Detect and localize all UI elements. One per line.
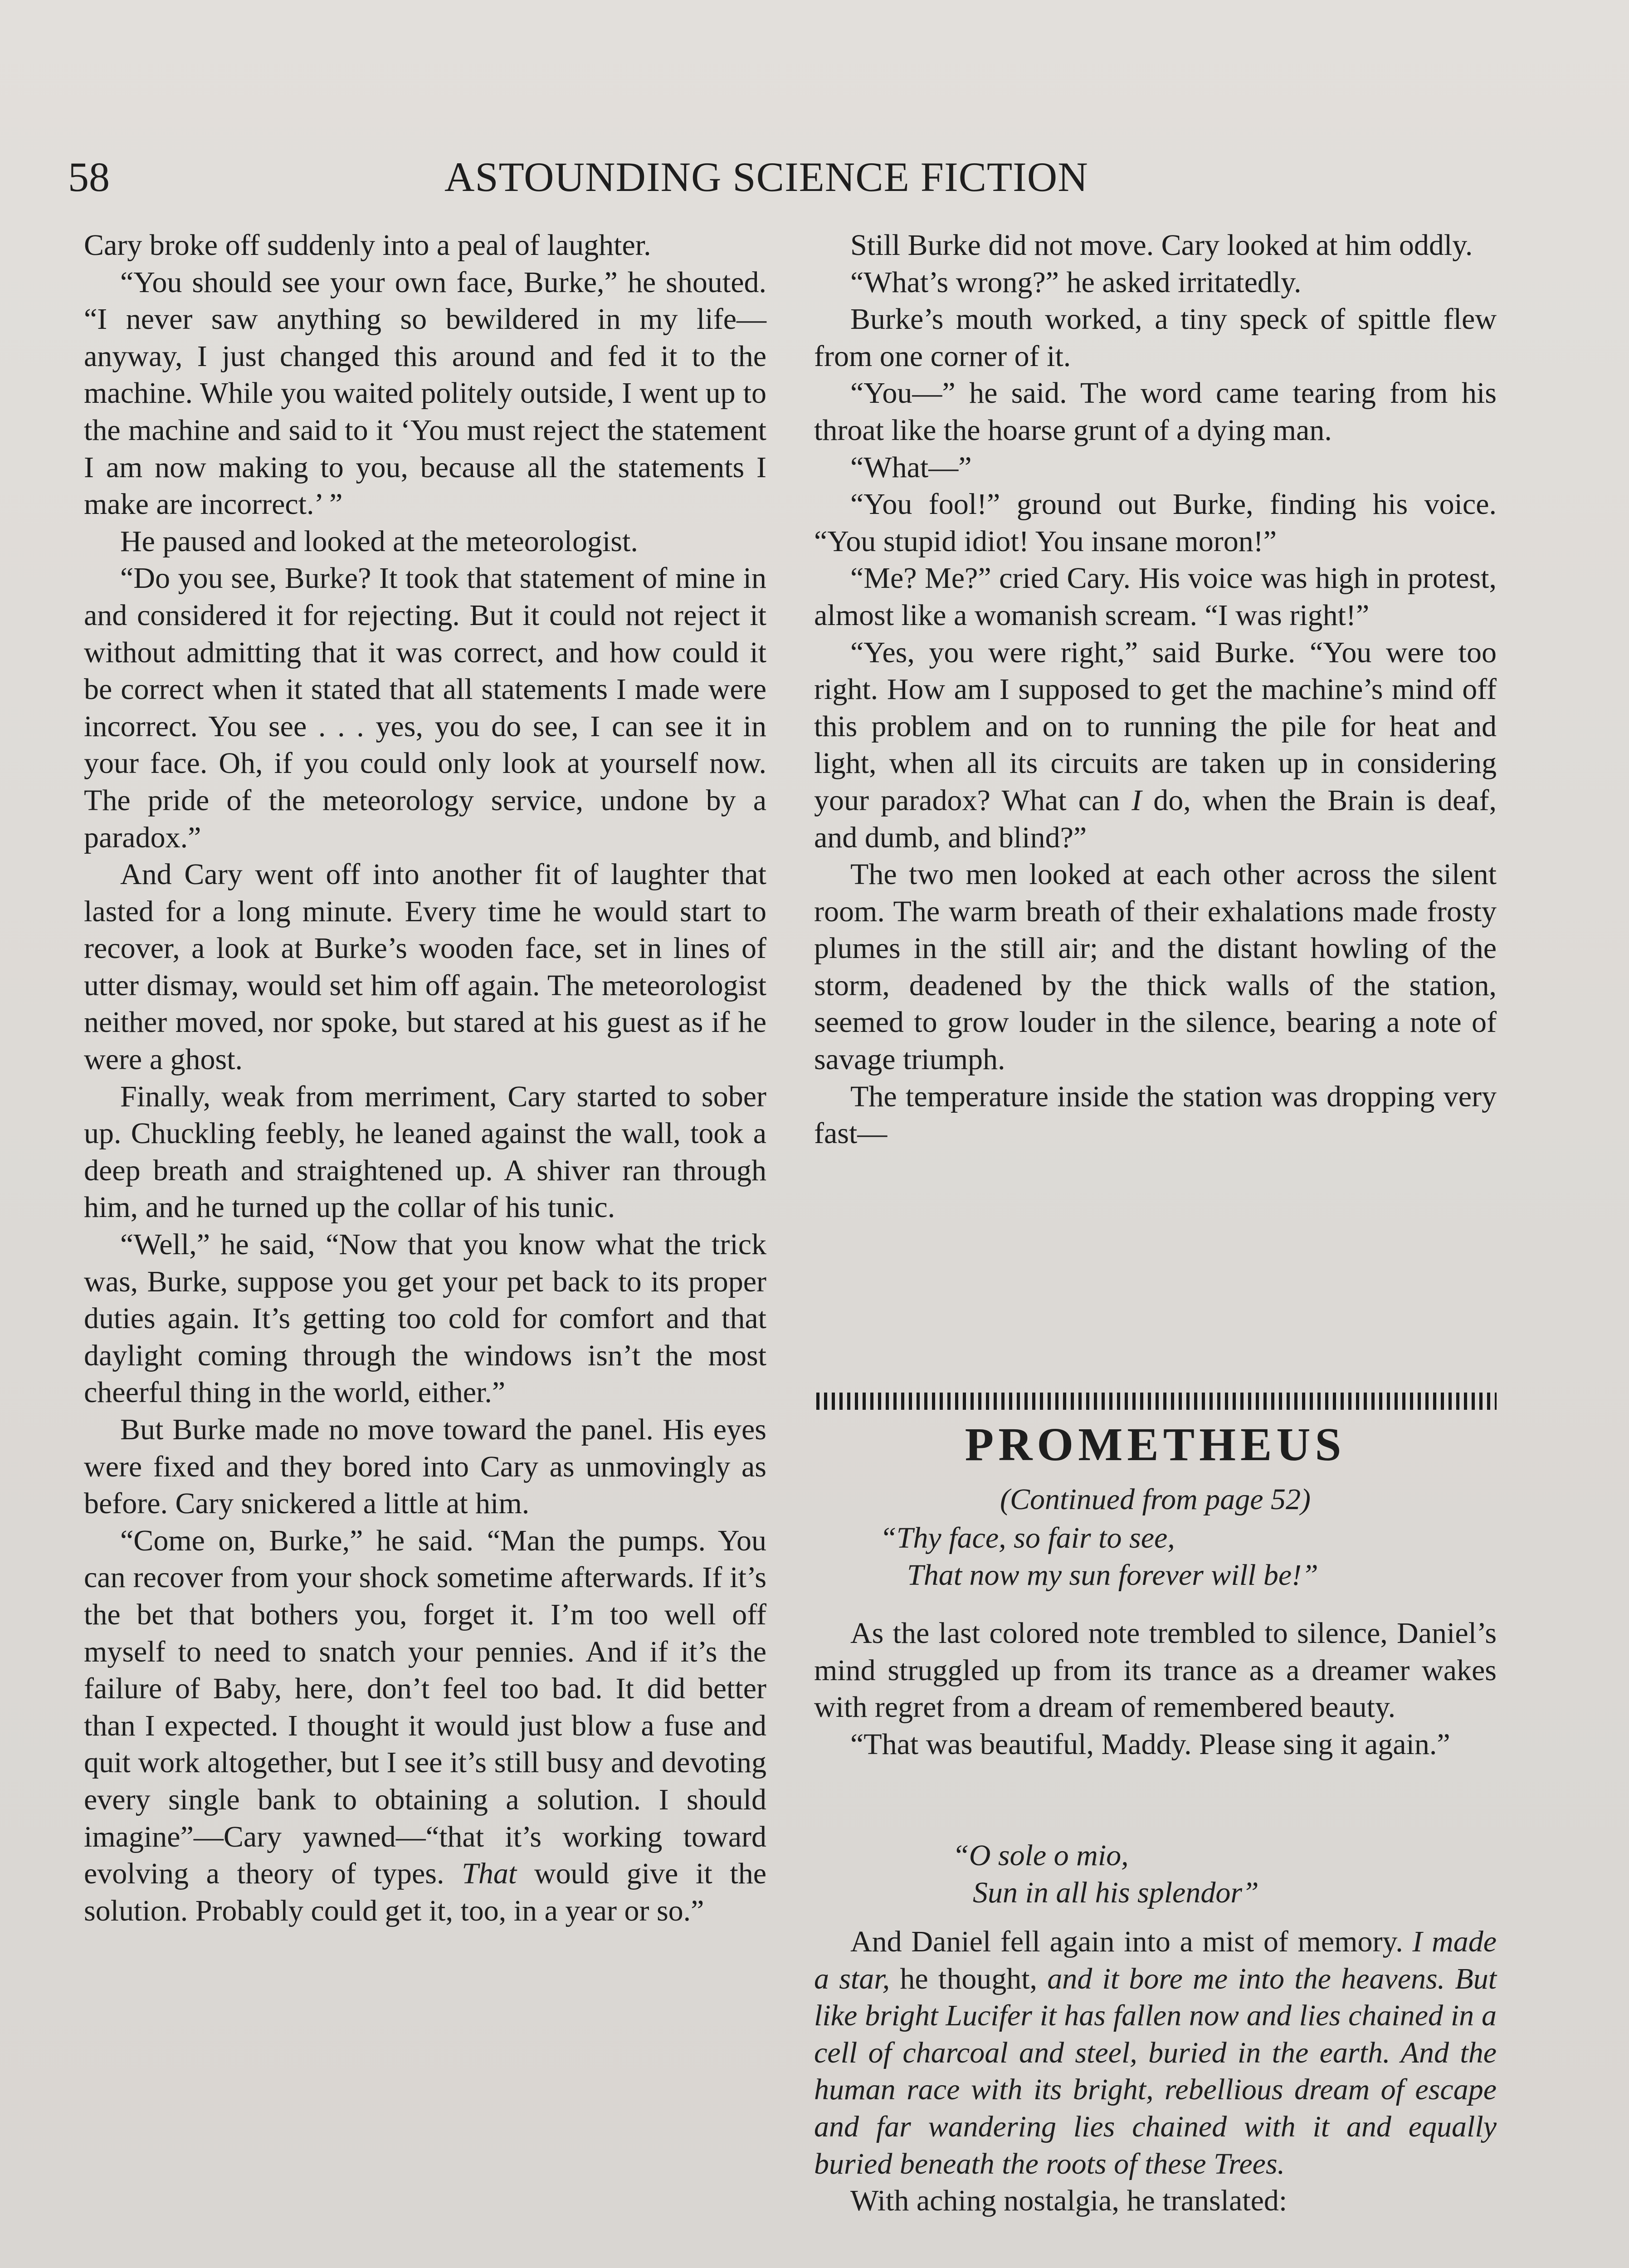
epigraph xyxy=(880,1520,1497,1593)
right-column xyxy=(814,227,1497,1152)
left-column xyxy=(84,227,766,1929)
paragraph: “Me? Me?” cried Cary. His voice was high in protest, almost like a womanish scream. “I was right!” xyxy=(814,562,1497,632)
paragraph: But Burke made no move toward the panel. His eyes were fixed and they bored into Cary as unmovingly as before. Cary snickered a little at him. xyxy=(84,1413,766,1520)
paragraph: Cary broke off suddenly into a peal of laughter. xyxy=(84,229,651,262)
paragraph: “You—” he said. The word came tearing from his throat like the hoarse grunt of a dying man. xyxy=(814,376,1497,447)
continued-note xyxy=(814,1481,1497,1518)
paragraph: With aching nostalgia, he translated: xyxy=(850,2184,1288,2218)
story-title: PROMETHEUS xyxy=(965,1418,1346,1471)
paragraph xyxy=(84,1522,766,1930)
paragraph: “What—” xyxy=(850,450,972,484)
paragraph: “That was beautiful, Maddy. Please sing it again.” xyxy=(850,1727,1450,1761)
paragraph-text: “Yes, you were right,” said Burke. “You were too right. How am I supposed to get the machine’s mind off this problem and on to running the pile for heat and light, when all its circuits are taken up in considering your paradox? What can xyxy=(814,635,1497,817)
epigraph-line: “Thy face, so fair to see, xyxy=(880,1521,1175,1554)
paragraph: “You should see your own face, Burke,” he shouted. “I never saw anything so bewildered in my life—anyway, I just changed this around and fed it to the machine. While you waited politely outside, I went up to the machine and said to it ‘You must reject the statement I am now making to you, because all the statements I make are incorrect.’ ” xyxy=(84,265,766,521)
paragraph: The temperature inside the station was dropping very fast— xyxy=(814,1080,1497,1150)
emphasis-that: That xyxy=(462,1857,517,1891)
paragraph: “You fool!” ground out Burke, finding his voice. “You stupid idiot! You insane moron!” xyxy=(814,488,1497,558)
paragraph: Burke’s mouth worked, a tiny speck of spittle flew from one corner of it. xyxy=(814,303,1497,373)
prometheus-text xyxy=(814,1615,1497,1763)
lyric-line: “O sole o mio, xyxy=(952,1839,1129,1872)
epigraph-line: That now my sun forever will be!” xyxy=(907,1558,1318,1592)
paragraph xyxy=(814,634,1497,856)
paragraph: “Well,” he said, “Now that you know what the trick was, Burke, suppose you get your pet back to its proper duties again. It’s getting too cold for comfort and that daylight coming through the windows isn’t the most cheerful thing in the world, either.” xyxy=(84,1228,766,1409)
paragraph: And Cary went off into another fit of laughter that lasted for a long minute. Every time he would start to recover, a look at Burke’s wooden face, set in lines of utter dismay, would set him off again. The meteorologist neither moved, nor spoke, but stared at his guest as if he were a ghost. xyxy=(84,858,766,1076)
paragraph: He paused and looked at the meteorologist. xyxy=(120,524,638,558)
song-lyrics xyxy=(952,1837,1259,1911)
paragraph-text: do, when the Brain is deaf, and dumb, and blind?” xyxy=(814,783,1497,854)
paragraph: Finally, weak from merriment, Cary started to sober up. Chuckling feebly, he leaned against the wall, took a deep breath and straightened up. A shiver ran through him, and he turned up the collar of his tunic. xyxy=(84,1080,766,1224)
emphasis: and it bore me into the heavens. But like bright Lucifer it has fallen now and lies chained in a cell of charcoal and steel, buried in the earth. And the human race with its bright, rebellious dream of escape and far wandering lies chained with it and equally buried beneath the roots of these Trees. xyxy=(814,1962,1497,2180)
paragraph: “What’s wrong?” he asked irritatedly. xyxy=(850,265,1302,299)
paragraph-text: “Come on, Burke,” he said. “Man the pumps. You can recover from your shock sometime afterwards. If it’s the bet that bothers you, forget it. I’m too well off myself to need to snatch your pennies. And if it’s the failure of Baby, here, don’t feel too bad. It did better than I expected. I thought it would just blow a fuse and quit work altogether, but I see it’s still busy and devoting every single bank to obtaining a solution. I should imagine”—Cary yawned—“that it’s working toward evolving a theory of types. xyxy=(84,1524,766,1891)
paragraph: “Do you see, Burke? It took that statement of mine in and considered it for rejecting. But it could not reject it without admitting that it was correct, and how could it be correct when it stated that all statements I made were incorrect. You see . . . yes, you do see, I can see it in your face. Oh, if you could only look at yourself now. The pride of the meteorology service, undone by a paradox.” xyxy=(84,562,766,854)
paragraph-text: would give it the solution. Probably could get it, too, in a year or so.” xyxy=(84,1857,767,1927)
emphasis: I made a star, xyxy=(814,1925,1497,1995)
page-number: 58 xyxy=(68,154,110,200)
paragraph xyxy=(814,1923,1497,2182)
emphasis-i: I xyxy=(1132,783,1142,817)
paragraph: As the last colored note trembled to silence, Daniel’s mind struggled up from its trance as a dreamer wakes with regret from a dream of remembered beauty. xyxy=(814,1617,1497,1724)
lyric-line: Sun in all his splendor” xyxy=(973,1876,1259,1909)
continued-text: (Continued from page 52) xyxy=(1000,1483,1311,1516)
paragraph-text: he thought, xyxy=(900,1962,1038,1995)
paragraph: The two men looked at each other across the silent room. The warm breath of their exhalations made frosty plumes in the still air; and the distant howling of the storm, deadened by the thick walls of the station, seemed to grow louder in the silence, bearing a note of savage triumph. xyxy=(814,858,1497,1076)
running-title: ASTOUNDING SCIENCE FICTION xyxy=(444,154,1088,200)
paragraph: Still Burke did not move. Cary looked at him oddly. xyxy=(850,229,1473,262)
prometheus-text-continued xyxy=(814,1923,1497,2219)
page-header xyxy=(0,145,1629,209)
section-divider xyxy=(816,1393,1497,1410)
paragraph-text: And Daniel fell again into a mist of memory. xyxy=(850,1925,1403,1958)
